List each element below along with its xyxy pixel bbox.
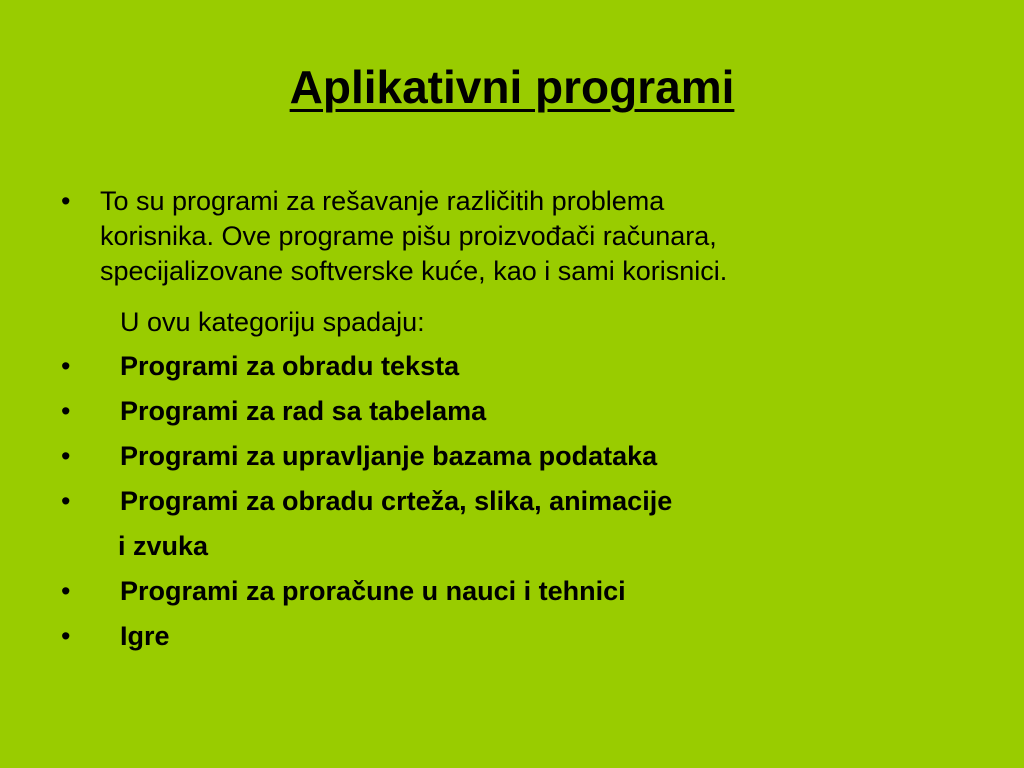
list-item-text: Programi za proračune u nauci i tehnici [120,576,626,606]
bullet-icon: • [61,186,71,216]
list-item-text: Igre [120,621,170,651]
list-item-continuation-text: i zvuka [118,531,209,561]
slide-title: Aplikativni programi [289,61,735,113]
bullet-icon: • [61,486,71,516]
intro-line-2: korisnika. Ove programe pišu proizvođači računara, [100,221,717,251]
intro-line-3: specijalizovane softverske kuće, kao i sami korisnici. [100,256,728,286]
list-item-text: Programi za rad sa tabelama [120,396,487,426]
list-item-text: Programi za upravljanje bazama podataka [120,441,658,471]
bullet-icon: • [61,441,71,471]
list-item-text: Programi za obradu teksta [120,351,460,381]
bullet-icon: • [61,621,71,651]
list-item-text: Programi za obradu crteža, slika, animacije [120,486,673,516]
category-intro: U ovu kategoriju spadaju: [120,307,425,337]
bullet-icon: • [61,396,71,426]
intro-line-1: To su programi za rešavanje različitih problema [100,186,665,216]
bullet-icon: • [61,351,71,381]
bullet-icon: • [61,576,71,606]
